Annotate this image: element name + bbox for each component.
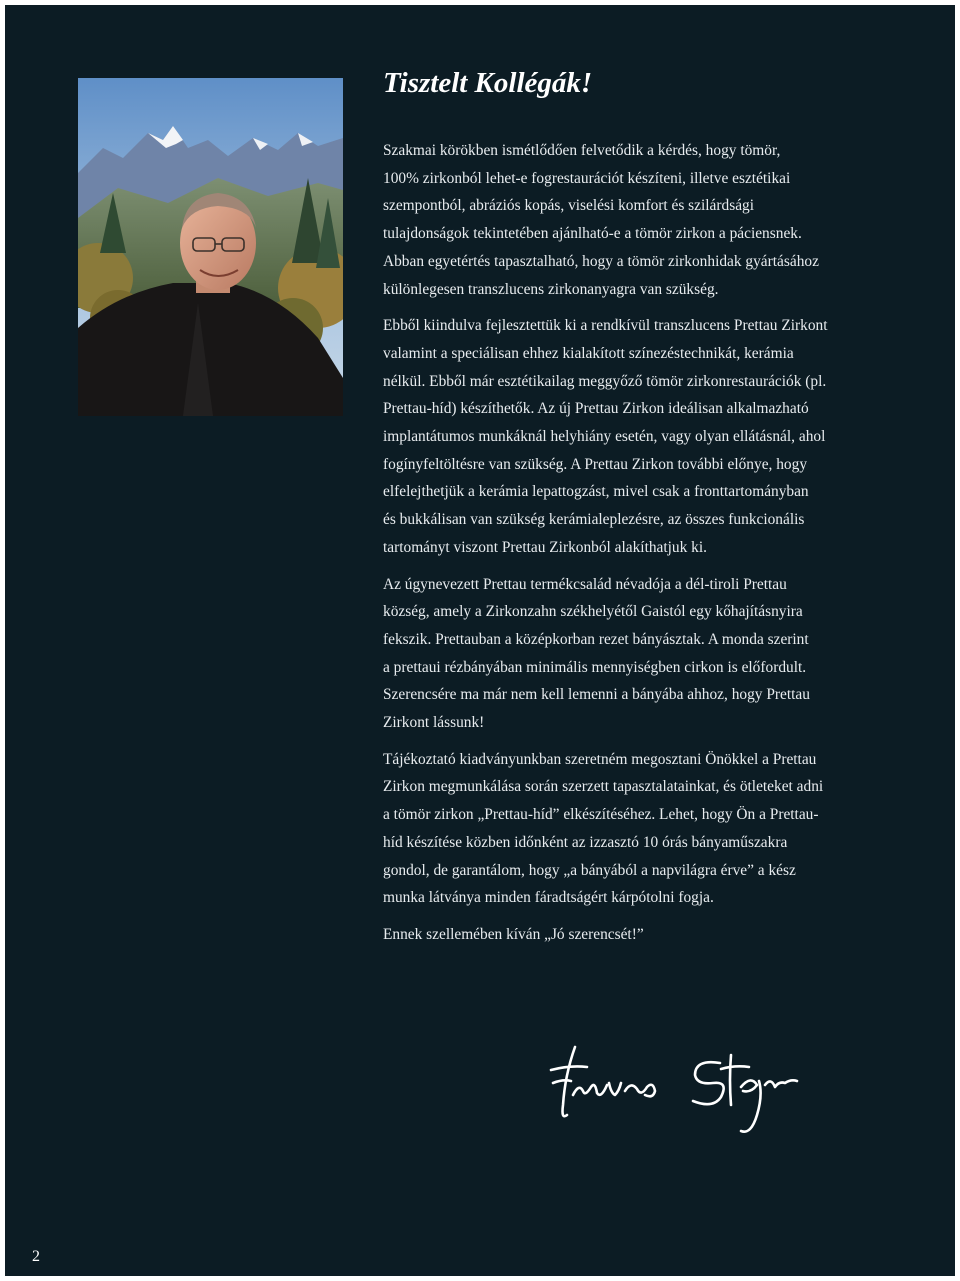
signature-icon <box>545 1035 805 1145</box>
page-number: 2 <box>32 1248 40 1265</box>
paragraph: Az úgynevezett Prettau termékcsalád névadója a dél-tiroli Prettau község, amely a Zirkonzahn székhelyétől Gaistól egy kőhajításnyira fekszik. Prettauban a középkorban rezet bányásztak. A monda szerint a prettaui rézbányában minimális mennyiségben cirkon is előfordult. Szerencsére ma már nem kell lemenni a bányába ahhoz, hogy Prettau Zirkont lássunk! <box>383 575 810 732</box>
letter-body <box>383 137 903 958</box>
paragraph: Szakmai körökben ismétlődően felvetődik a kérdés, hogy tömör, 100% zirkonból lehet-e fogrestaurációt készíteni, illetve esztétikai szempontból, abráziós kopás, viselési komfort és szilárdsági tulajdonságok tekintetében ajánlható-e a tömör zirkon a páciensnek. Abban egyetértés tapasztalható, hogy a tömör zirkonhidak gyártásához különlegesen transzlucens zirkonanyagra van szükség. <box>383 142 819 298</box>
document-page <box>5 5 955 1276</box>
paragraph: Ennek szellemében kíván „Jó szerencsét!” <box>383 925 644 943</box>
paragraph: Ebből kiindulva fejlesztettük ki a rendkívül transzlucens Prettau Zirkont valamint a speciálisan ehhez kialakított színezéstechnikát, kerámia nélkül. Ebből már esztétikailag meggyőző tömör zirkonrestaurációk (pl. Prettau-híd) készíthetők. Az új Prettau Zirkon ideálisan alkalmazható implantátumos munkáknál helyhiány esetén, vagy olyan ellátásnál, ahol fogínyfeltöltésre van szükség. A Prettau Zirkon további előnye, hogy elfelejthetjük a kerámia lepattogzást, mivel csak a fronttartományban és bukkálisan van szükség kerámialeplezésre, az összes funkcionális tartományt viszont Prettau Zirkonból alakíthatjuk ki. <box>383 317 828 556</box>
paragraph: Tájékoztató kiadványunkban szeretném megosztani Önökkel a Prettau Zirkon megmunkálása során szerzett tapasztalatainkat, és ötleteket adni a tömör zirkon „Prettau-híd” elkészítéséhez. Lehet, hogy Ön a Prettau- híd készítése közben időnként az izzasztó 10 órás bányaműszakra gondol, de garantálom, hogy „a bányából a napvilágra érve” a kész munka látványa minden fáradtságért kárpótolni fogja. <box>383 750 824 907</box>
author-portrait-photo <box>78 78 343 416</box>
page-title: Tisztelt Kollégák! <box>383 67 593 99</box>
